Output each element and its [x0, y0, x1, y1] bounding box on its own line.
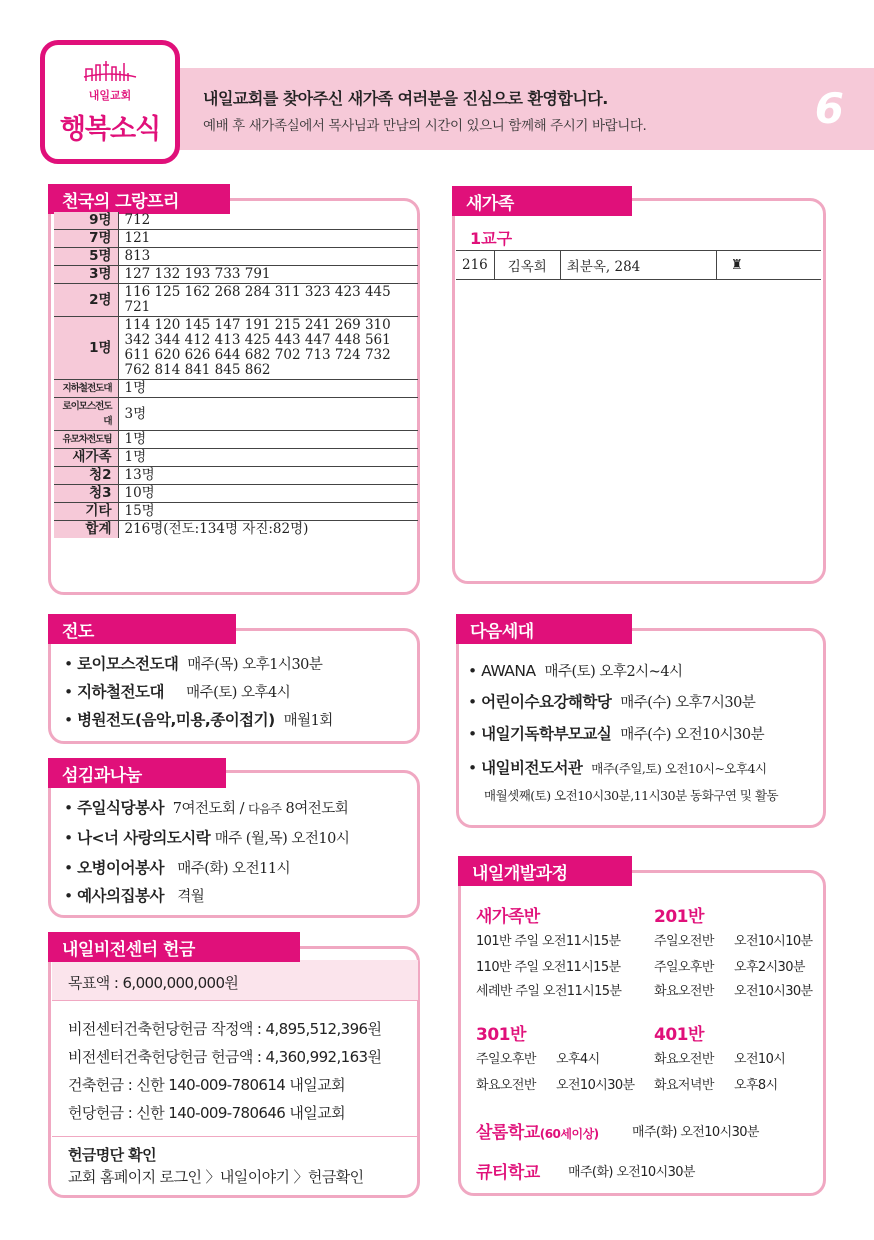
table-row [54, 230, 418, 248]
list-item: • 주일식당봉사 7여전도회 / 다음주 8여전도회 [64, 799, 349, 817]
evangelism-title: 전도 [48, 614, 236, 644]
item-name: 내일비전도서관 [481, 759, 583, 777]
district-title: 1교구 [470, 229, 513, 248]
class-row: 101반 주일 오전11시15분 [476, 934, 621, 949]
salim-school [476, 1118, 599, 1143]
pledge-amount: 비전센터건축헌당헌금 작정액 : 4,895,512,396원 [68, 1020, 382, 1038]
item-detail: 매주(화) 오전11시 [177, 861, 291, 877]
list-item: • AWANA 매주(토) 오후2시~4시 [468, 662, 683, 680]
item-detail: 7여전도회 / [172, 801, 249, 817]
table-row [54, 212, 418, 230]
row-label: 2명 [54, 284, 118, 317]
class-row: 세례반 주일 오전11시15분 [476, 984, 622, 999]
class-row-name: 주일오전반 [654, 934, 714, 949]
salim-title: 살롬학교 [476, 1123, 540, 1143]
row-label: 7명 [54, 230, 118, 248]
row-value: 3명 [118, 398, 418, 431]
class-row: 110반 주일 오전11시15분 [476, 960, 621, 975]
table-row [54, 266, 418, 284]
item-name: 병원전도(음악,미용,종이접기) [77, 711, 275, 729]
class-row-time: 오전10시10분 [734, 934, 813, 949]
row-value: 121 [118, 230, 418, 248]
row-value: 116 125 162 268 284 311 323 423 445 721 [118, 284, 418, 317]
list-item: • 어린이수요강해학당 매주(수) 오후7시30분 [468, 693, 756, 711]
row-value: 712 [118, 212, 418, 230]
row-label: 지하철전도대 [54, 380, 118, 398]
list-item: • 내일비전도서관 매주(주일,토) 오전10시~오후4시 [468, 759, 767, 777]
list-item: • 로이모스전도대 매주(목) 오후1시30분 [64, 655, 323, 673]
new-family-class-title: 새가족반 [476, 907, 540, 927]
list-item: • 예사의집봉사 격월 [64, 887, 205, 905]
row-value: 127 132 193 733 791 [118, 266, 418, 284]
row-label: 3명 [54, 266, 118, 284]
salim-time: 매주(화) 오전10시30분 [632, 1125, 759, 1140]
table-row [54, 485, 418, 503]
dedication-account: 헌당헌금 : 신한 140-009-780646 내일교회 [68, 1104, 345, 1122]
item-detail: 매월1회 [283, 713, 333, 729]
table-row [54, 503, 418, 521]
class-row-name: 주일오후반 [654, 960, 714, 975]
class-row-name: 주일오후반 [476, 1052, 536, 1067]
church-skyline-icon [45, 57, 175, 87]
offering-amount: 비전센터건축헌당헌금 헌금액 : 4,360,992,163원 [68, 1048, 382, 1066]
item-name: 주일식당봉사 [77, 799, 164, 817]
check-title: 헌금명단 확인 [68, 1146, 156, 1164]
class-row-time: 오후4시 [556, 1052, 600, 1067]
header-band [170, 68, 874, 150]
list-item: • 오병이어봉사 매주(화) 오전11시 [64, 859, 291, 877]
row-label: 청3 [54, 485, 118, 503]
new-family-table [456, 250, 821, 280]
list-item: • 나<너 사랑의도시락 매주 (월,목) 오전10시 [64, 829, 350, 847]
vision-center-title: 내일비전센터 헌금 [48, 932, 300, 962]
row-value: 216명(전도:134명 자진:82명) [124, 521, 309, 537]
table-row [54, 431, 418, 449]
item-name: 오병이어봉사 [77, 859, 164, 877]
row-value: 1명 [118, 380, 418, 398]
row-value: 1명 [118, 431, 418, 449]
row-value: 813 [118, 248, 418, 266]
logo-church-name: 내일교회 [88, 89, 132, 102]
rook-icon: ♜ [716, 251, 821, 280]
serving-title: 섬김과나눔 [48, 758, 226, 788]
row-value: 1명 [118, 449, 418, 467]
class-301-title: 301반 [476, 1025, 526, 1045]
class-row-time: 오전10시30분 [734, 984, 813, 999]
row-label: 새가족 [54, 449, 118, 467]
newsletter-title: 행복소식 [59, 114, 161, 145]
class-row-time: 오전10시 [734, 1052, 786, 1067]
row-value: 15명 [118, 503, 418, 521]
row-value: 13명 [118, 467, 418, 485]
goal-amount: 목표액 : 6,000,000,000원 [68, 974, 239, 992]
grand-prix-table [54, 212, 418, 538]
item-detail: 격월 [177, 889, 205, 905]
library-note: 매월셋째(토) 오전10시30분,11시30분 동화구연 및 활동 [484, 788, 779, 803]
item-detail-2: 8여전도회 [281, 801, 349, 817]
table-row [54, 317, 418, 380]
row-label: 9명 [54, 212, 118, 230]
row-label: 5명 [54, 248, 118, 266]
item-name: 로이모스전도대 [77, 655, 179, 673]
referrer: 최분옥, 284 [560, 251, 716, 280]
class-401-title: 401반 [654, 1025, 704, 1045]
church-logo [40, 40, 180, 164]
class-row-time: 오후8시 [734, 1078, 778, 1093]
dev-course-title: 내일개발과정 [458, 856, 632, 886]
item-detail: 매주(토) 오후4시 [186, 685, 291, 701]
item-detail: 매주(목) 오후1시30분 [187, 657, 323, 673]
table-row [54, 467, 418, 485]
class-row-name: 화요오전반 [476, 1078, 536, 1093]
item-name: 예사의집봉사 [77, 887, 164, 905]
new-family-title: 새가족 [452, 186, 632, 216]
item-detail: 매주(수) 오전10시30분 [620, 727, 765, 743]
member-number: 216 [456, 251, 494, 280]
welcome-sub: 예배 후 새가족실에서 목사님과 만남의 시간이 있으니 함께해 주시기 바랍니다. [203, 118, 647, 134]
item-name: 지하철전도대 [77, 683, 164, 701]
row-label: 유모차전도팀 [54, 431, 118, 449]
divider [52, 1136, 418, 1137]
table-row [54, 398, 418, 431]
next-gen-title: 다음세대 [456, 614, 632, 644]
item-name: 내일기독학부모교실 [481, 725, 612, 743]
item-detail: 매주(주일,토) 오전10시~오후4시 [591, 761, 767, 776]
check-path: 교회 홈페이지 로그인 〉내일이야기 〉헌금확인 [68, 1168, 364, 1186]
row-label: 합계 [54, 521, 118, 539]
row-value: 114 120 145 147 191 215 241 269 310 342 344 412 413 425 443 447 448 561 611 620 626 644 682 702 713 724 732 762 814 841 845 862 [118, 317, 418, 380]
class-201-title: 201반 [654, 907, 704, 927]
salim-sub: (60세이상) [539, 1127, 599, 1141]
table-row [54, 248, 418, 266]
class-row-name: 화요오전반 [654, 984, 714, 999]
row-value: 10명 [118, 485, 418, 503]
cutie-time: 매주(화) 오전10시30분 [568, 1165, 695, 1180]
class-row-name: 화요오전반 [654, 1052, 714, 1067]
table-row [54, 449, 418, 467]
item-detail: 매주(토) 오후2시~4시 [544, 664, 683, 680]
item-detail: 매주(수) 오후7시30분 [620, 695, 756, 711]
welcome-main: 내일교회를 찾아주신 새가족 여러분을 진심으로 환영합니다. [203, 89, 608, 108]
item-name: 어린이수요강해학당 [481, 693, 612, 711]
class-row-name: 화요저녁반 [654, 1078, 714, 1093]
item-name: AWANA [481, 662, 536, 680]
list-item: • 병원전도(음악,미용,종이접기) 매월1회 [64, 711, 333, 729]
item-name: 나<너 사랑의도시락 [77, 829, 211, 847]
item-detail-small: 다음주 [248, 802, 282, 816]
table-row [54, 284, 418, 317]
list-item: • 내일기독학부모교실 매주(수) 오전10시30분 [468, 725, 765, 743]
list-item: • 지하철전도대 매주(토) 오후4시 [64, 683, 291, 701]
table-row [456, 251, 821, 280]
row-label: 기타 [54, 503, 118, 521]
page-number: 6 [814, 84, 844, 133]
grand-prix-title: 천국의 그랑프리 [48, 184, 230, 214]
row-label: 청2 [54, 467, 118, 485]
class-row-time: 오후2시30분 [734, 960, 805, 975]
row-label: 1명 [54, 317, 118, 380]
item-detail: 매주 (월,목) 오전10시 [214, 831, 350, 847]
row-label: 로이모스전도대 [54, 398, 118, 431]
divider [52, 1000, 418, 1001]
table-row [54, 521, 418, 539]
class-row-time: 오전10시30분 [556, 1078, 635, 1093]
cutie-title: 큐티학교 [476, 1163, 540, 1183]
table-row [54, 380, 418, 398]
member-name: 김옥희 [494, 251, 560, 280]
building-account: 건축헌금 : 신한 140-009-780614 내일교회 [68, 1076, 345, 1094]
